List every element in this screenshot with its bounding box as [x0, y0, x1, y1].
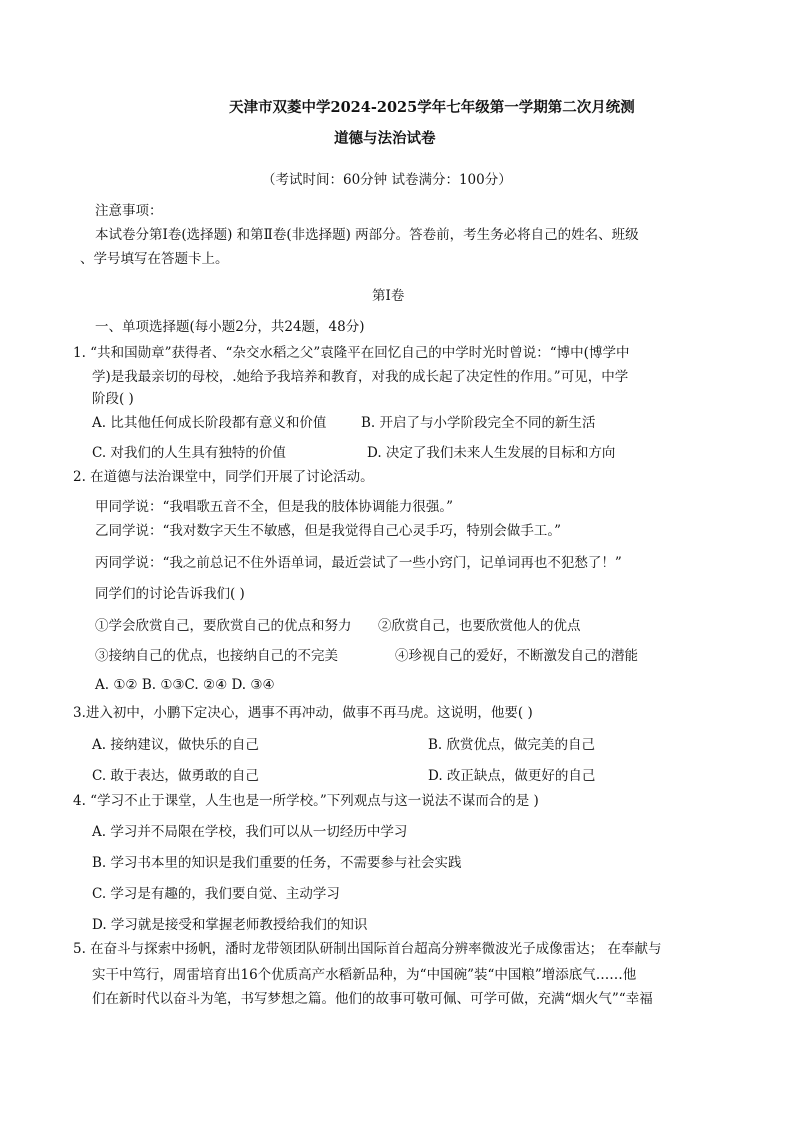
q2-question: 同学们的讨论告诉我们( )	[95, 586, 245, 602]
q1-option-c: C. 对我们的人生具有独特的价值	[92, 445, 286, 461]
q1-stem-line-1: 1. “共和国勋章”获得者、“杂交水稻之父”袁隆平在回忆自己的中学时光时曾说：“博中(博学中	[73, 345, 630, 361]
q1-stem-line-2: 学)是我最亲切的母校，.她给予我培养和教育，对我的成长起了决定性的作用。”可见，中学	[92, 369, 629, 385]
q2-student-bing: 丙同学说：“我之前总记不住外语单词，最近尝试了一些小窍门，记单词再也不犯愁了！”	[95, 555, 622, 571]
q2-statement-1: ①学会欣赏自己，要欣赏自己的优点和努力	[95, 618, 352, 634]
q2-stem: 2. 在道德与法治课堂中，同学们开展了讨论活动。	[73, 469, 374, 485]
notice-line-1: 本试卷分第Ⅰ卷(选择题) 和第Ⅱ卷(非选择题) 两部分。答卷前，考生务必将自己的姓名、班级	[95, 227, 639, 243]
notice-line-2: 、学号填写在答题卡上。	[80, 251, 229, 267]
part-heading: 一、单项选择题(每小题2分，共24题，48分)	[95, 319, 365, 335]
exam-subtitle: 道德与法治试卷	[334, 130, 436, 147]
q2-statement-3: ③接纳自己的优点，也接纳自己的不完美	[95, 648, 338, 664]
notice-heading: 注意事项：	[95, 203, 163, 219]
q2-student-yi: 乙同学说：“我对数字天生不敏感，但是我觉得自己心灵手巧，特别会做手工。”	[95, 523, 562, 539]
q1-option-b: B. 开启了与小学阶段完全不同的新生活	[361, 415, 596, 431]
q4-stem: 4. “学习不止于课堂，人生也是一所学校。”下列观点与这一说法不谋而合的是 )	[73, 793, 539, 809]
q5-stem-line-1: 5. 在奋斗与探索中扬帆，潘时龙带领团队研制出国际首台超高分辨率微波光子成像雷达； 在奉献与	[73, 941, 662, 957]
q2-statement-2: ②欣赏自己，也要欣赏他人的优点	[378, 618, 581, 634]
exam-info: （考试时间：60分钟 试卷满分：100分）	[262, 172, 512, 188]
volume-heading: 第Ⅰ卷	[372, 288, 405, 304]
exam-title: 天津市双菱中学2024-2025学年七年级第一学期第二次月统测	[229, 99, 635, 116]
q1-option-a: A. 比其他任何成长阶段都有意义和价值	[92, 415, 327, 431]
q5-stem-line-2: 实干中笃行，周雷培育出16个优质高产水稻新品种，为“中国碗”装“中国粮”增添底气……他	[92, 967, 637, 983]
q4-option-c: C. 学习是有趣的，我们要自觉、主动学习	[92, 886, 340, 902]
q3-stem: 3.进入初中，小鹏下定决心，遇事不再冲动，做事不再马虎。这说明，他要( )	[73, 705, 533, 721]
q4-option-d: D. 学习就是接受和掌握老师教授给我们的知识	[92, 917, 368, 933]
q3-option-a: A. 接纳建议，做快乐的自己	[92, 737, 259, 753]
q4-option-b: B. 学习书本里的知识是我们重要的任务，不需要参与社会实践	[92, 855, 462, 871]
q2-student-jia: 甲同学说：“我唱歌五音不全，但是我的肢体协调能力很强。”	[95, 499, 454, 515]
q4-option-a: A. 学习并不局限在学校，我们可以从一切经历中学习	[92, 824, 408, 840]
q3-option-d: D. 改正缺点，做更好的自己	[428, 768, 596, 784]
q1-stem-line-3: 阶段( )	[92, 391, 134, 407]
q1-option-d: D. 决定了我们未来人生发展的目标和方向	[367, 445, 616, 461]
q3-option-c: C. 敢于表达，做勇敢的自己	[92, 768, 259, 784]
q2-statement-4: ④珍视自己的爱好，不断激发自己的潜能	[395, 648, 638, 664]
q3-option-b: B. 欣赏优点，做完美的自己	[428, 737, 596, 753]
q5-stem-line-3: 们在新时代以奋斗为笔，书写梦想之篇。他们的故事可敬可佩、可学可做，充满“烟火气”“幸福	[92, 991, 653, 1007]
q2-options: A. ①② B. ①③C. ②④ D. ③④	[95, 677, 275, 693]
